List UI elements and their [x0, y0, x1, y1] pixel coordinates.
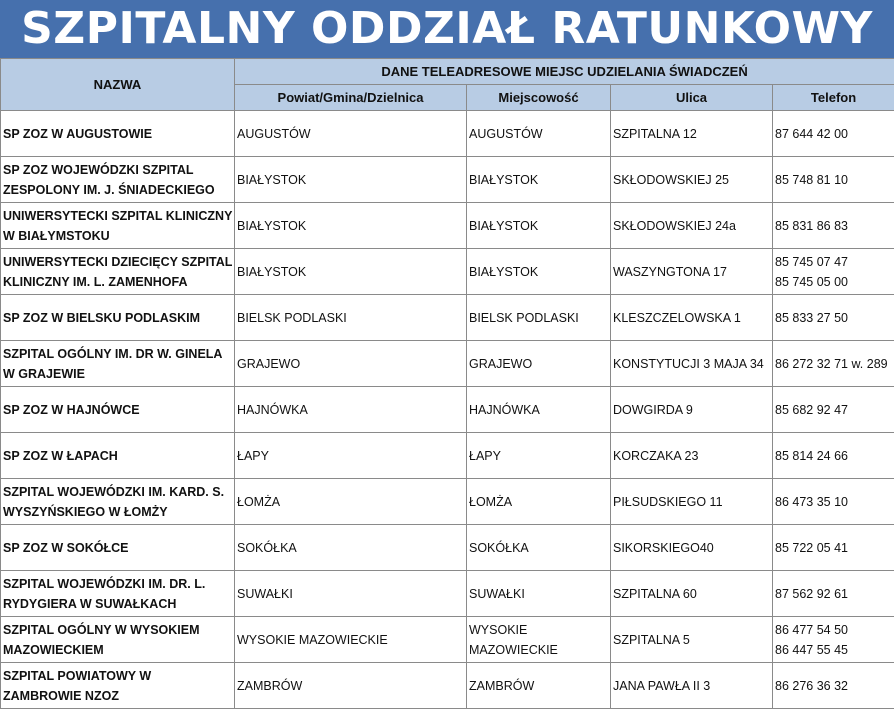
cell-powiat: ZAMBRÓW [235, 663, 467, 709]
table-row [1, 341, 894, 387]
cell-nazwa [1, 249, 235, 295]
cell-ulica: SZPITALNA 5 [611, 617, 773, 663]
cell-miejscowosc-line: AUGUSTÓW [469, 124, 608, 144]
header-miejscowosc: Miejscowość [467, 85, 611, 111]
cell-miejscowosc-line: ŁAPY [469, 446, 608, 466]
cell-miejscowosc-line: MAZOWIECKIE [469, 640, 608, 660]
cell-ulica: KLESZCZELOWSKA 1 [611, 295, 773, 341]
cell-nazwa [1, 157, 235, 203]
table-row [1, 571, 894, 617]
cell-telefon [773, 433, 894, 479]
cell-nazwa [1, 433, 235, 479]
cell-powiat: SOKÓŁKA [235, 525, 467, 571]
table-row [1, 203, 894, 249]
cell-telefon [773, 295, 894, 341]
cell-miejscowosc [467, 111, 611, 157]
table-row [1, 249, 894, 295]
cell-miejscowosc-line: GRAJEWO [469, 354, 608, 374]
cell-nazwa-line: ZESPOLONY IM. J. ŚNIADECKIEGO [3, 180, 232, 200]
cell-miejscowosc [467, 203, 611, 249]
cell-telefon-line: 87 644 42 00 [775, 124, 892, 144]
table-row [1, 387, 894, 433]
cell-nazwa-line: ZAMBROWIE NZOZ [3, 686, 232, 706]
cell-miejscowosc-line: BIAŁYSTOK [469, 262, 608, 282]
table-row [1, 663, 894, 709]
cell-nazwa-line: W GRAJEWIE [3, 364, 232, 384]
cell-nazwa [1, 663, 235, 709]
cell-powiat: SUWAŁKI [235, 571, 467, 617]
cell-telefon-line: 86 272 32 71 w. 289 [775, 354, 892, 374]
cell-powiat: BIELSK PODLASKI [235, 295, 467, 341]
cell-miejscowosc-line: WYSOKIE [469, 620, 608, 640]
cell-nazwa-line: SP ZOZ W SOKÓŁCE [3, 538, 232, 558]
table-body [1, 111, 894, 709]
cell-telefon-line: 85 722 05 41 [775, 538, 892, 558]
cell-nazwa [1, 479, 235, 525]
cell-nazwa-line: UNIWERSYTECKI DZIECIĘCY SZPITAL [3, 252, 232, 272]
table-row [1, 525, 894, 571]
cell-ulica: PIŁSUDSKIEGO 11 [611, 479, 773, 525]
cell-telefon-line: 87 562 92 61 [775, 584, 892, 604]
cell-powiat: HAJNÓWKA [235, 387, 467, 433]
page-title: SZPITALNY ODDZIAŁ RATUNKOWY [0, 0, 894, 58]
cell-ulica: SIKORSKIEGO40 [611, 525, 773, 571]
header-telefon: Telefon [773, 85, 894, 111]
cell-telefon [773, 249, 894, 295]
cell-miejscowosc [467, 571, 611, 617]
cell-miejscowosc [467, 479, 611, 525]
cell-telefon-line: 85 833 27 50 [775, 308, 892, 328]
cell-nazwa [1, 617, 235, 663]
cell-telefon [773, 341, 894, 387]
table-row [1, 157, 894, 203]
cell-nazwa-line: UNIWERSYTECKI SZPITAL KLINICZNY [3, 206, 232, 226]
cell-powiat: AUGUSTÓW [235, 111, 467, 157]
cell-telefon-line: 85 682 92 47 [775, 400, 892, 420]
table-row [1, 295, 894, 341]
cell-nazwa [1, 295, 235, 341]
cell-powiat: BIAŁYSTOK [235, 203, 467, 249]
header-nazwa: NAZWA [1, 59, 235, 111]
cell-nazwa-line: KLINICZNY IM. L. ZAMENHOFA [3, 272, 232, 292]
table-row [1, 433, 894, 479]
cell-miejscowosc-line: HAJNÓWKA [469, 400, 608, 420]
hospital-table [0, 58, 894, 709]
cell-telefon-line: 85 745 05 00 [775, 272, 892, 292]
cell-nazwa [1, 111, 235, 157]
cell-miejscowosc-line: BIELSK PODLASKI [469, 308, 608, 328]
cell-telefon [773, 111, 894, 157]
cell-nazwa-line: WYSZYŃSKIEGO W ŁOMŻY [3, 502, 232, 522]
cell-powiat: GRAJEWO [235, 341, 467, 387]
cell-telefon [773, 203, 894, 249]
cell-nazwa-line: SZPITAL OGÓLNY IM. DR W. GINELA [3, 344, 232, 364]
cell-miejscowosc [467, 157, 611, 203]
cell-nazwa-line: W BIAŁYMSTOKU [3, 226, 232, 246]
cell-nazwa-line: SP ZOZ W ŁAPACH [3, 446, 232, 466]
header-ulica: Ulica [611, 85, 773, 111]
cell-ulica: DOWGIRDA 9 [611, 387, 773, 433]
cell-telefon-line: 86 447 55 45 [775, 640, 892, 660]
cell-powiat: ŁOMŻA [235, 479, 467, 525]
cell-miejscowosc-line: BIAŁYSTOK [469, 170, 608, 190]
cell-ulica: KORCZAKA 23 [611, 433, 773, 479]
cell-nazwa [1, 571, 235, 617]
cell-nazwa [1, 203, 235, 249]
cell-telefon [773, 525, 894, 571]
cell-nazwa-line: SP ZOZ W AUGUSTOWIE [3, 124, 232, 144]
cell-nazwa-line: SP ZOZ WOJEWÓDZKI SZPITAL [3, 160, 232, 180]
cell-nazwa-line: RYDYGIERA W SUWAŁKACH [3, 594, 232, 614]
cell-miejscowosc-line: ZAMBRÓW [469, 676, 608, 696]
cell-nazwa-line: SP ZOZ W HAJNÓWCE [3, 400, 232, 420]
cell-ulica: SKŁODOWSKIEJ 25 [611, 157, 773, 203]
cell-powiat: BIAŁYSTOK [235, 249, 467, 295]
cell-miejscowosc [467, 387, 611, 433]
cell-nazwa-line: SZPITAL POWIATOWY W [3, 666, 232, 686]
cell-telefon [773, 387, 894, 433]
cell-telefon [773, 617, 894, 663]
cell-ulica: KONSTYTUCJI 3 MAJA 34 [611, 341, 773, 387]
cell-telefon-line: 85 831 86 83 [775, 216, 892, 236]
cell-nazwa [1, 341, 235, 387]
table-row [1, 479, 894, 525]
cell-nazwa-line: SZPITAL OGÓLNY W WYSOKIEM [3, 620, 232, 640]
cell-nazwa [1, 525, 235, 571]
cell-telefon [773, 157, 894, 203]
cell-ulica: WASZYNGTONA 17 [611, 249, 773, 295]
cell-telefon-line: 85 814 24 66 [775, 446, 892, 466]
cell-telefon-line: 86 276 36 32 [775, 676, 892, 696]
cell-telefon [773, 663, 894, 709]
cell-telefon [773, 571, 894, 617]
cell-ulica: SZPITALNA 12 [611, 111, 773, 157]
cell-nazwa-line: SZPITAL WOJEWÓDZKI IM. KARD. S. [3, 482, 232, 502]
cell-miejscowosc-line: BIAŁYSTOK [469, 216, 608, 236]
cell-ulica: SKŁODOWSKIEJ 24a [611, 203, 773, 249]
cell-miejscowosc-line: SOKÓŁKA [469, 538, 608, 558]
cell-miejscowosc [467, 617, 611, 663]
cell-miejscowosc [467, 295, 611, 341]
cell-miejscowosc-line: SUWAŁKI [469, 584, 608, 604]
cell-telefon-line: 85 748 81 10 [775, 170, 892, 190]
cell-miejscowosc-line: ŁOMŻA [469, 492, 608, 512]
table-row [1, 617, 894, 663]
cell-telefon-line: 86 477 54 50 [775, 620, 892, 640]
cell-miejscowosc [467, 663, 611, 709]
cell-nazwa-line: MAZOWIECKIEM [3, 640, 232, 660]
cell-telefon-line: 85 745 07 47 [775, 252, 892, 272]
cell-ulica: JANA PAWŁA II 3 [611, 663, 773, 709]
cell-miejscowosc [467, 525, 611, 571]
cell-miejscowosc [467, 433, 611, 479]
cell-powiat: WYSOKIE MAZOWIECKIE [235, 617, 467, 663]
table-row [1, 111, 894, 157]
cell-miejscowosc [467, 341, 611, 387]
cell-nazwa-line: SP ZOZ W BIELSKU PODLASKIM [3, 308, 232, 328]
cell-telefon-line: 86 473 35 10 [775, 492, 892, 512]
header-powiat: Powiat/Gmina/Dzielnica [235, 85, 467, 111]
cell-nazwa [1, 387, 235, 433]
cell-miejscowosc [467, 249, 611, 295]
cell-powiat: ŁAPY [235, 433, 467, 479]
cell-powiat: BIAŁYSTOK [235, 157, 467, 203]
cell-ulica: SZPITALNA 60 [611, 571, 773, 617]
cell-nazwa-line: SZPITAL WOJEWÓDZKI IM. DR. L. [3, 574, 232, 594]
header-group: DANE TELEADRESOWE MIEJSC UDZIELANIA ŚWIADCZEŃ [235, 59, 894, 85]
cell-telefon [773, 479, 894, 525]
